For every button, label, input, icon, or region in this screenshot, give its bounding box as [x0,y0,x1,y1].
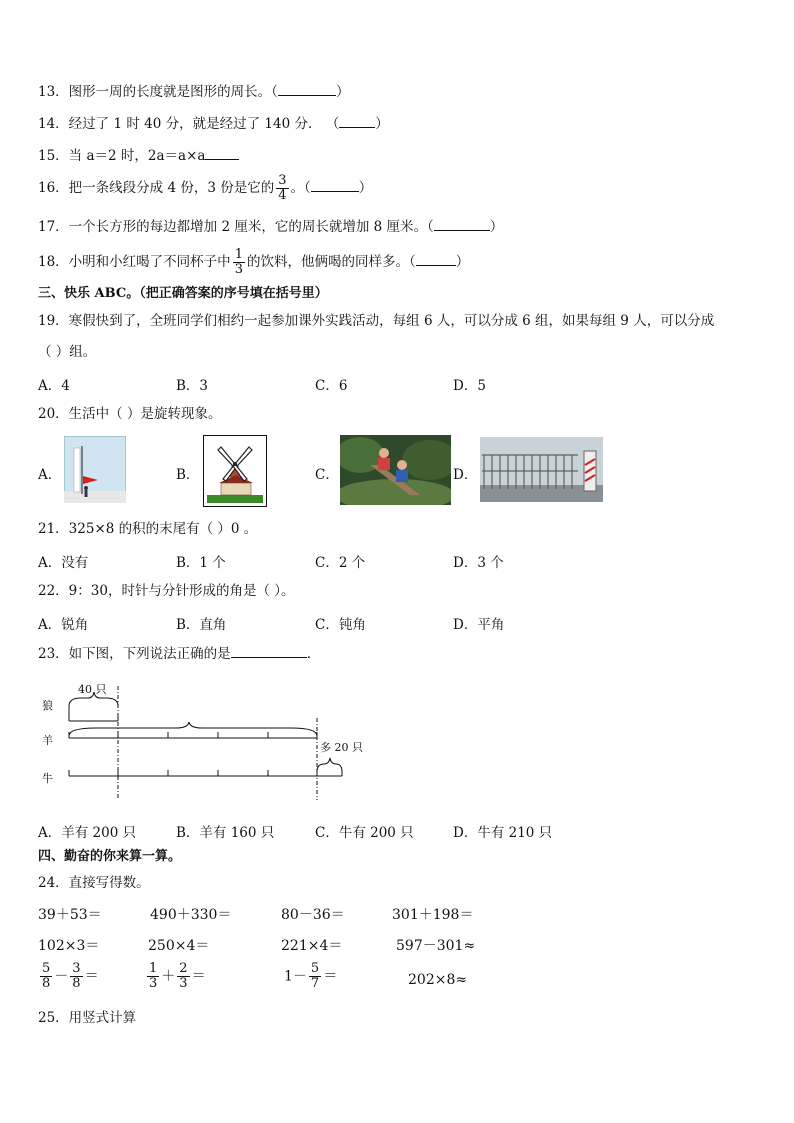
calc-item-fraction[interactable]: $\frac{1}{3}$ ＋ $\frac{2}{3}$ ＝ [149,961,206,991]
question-23: 23．如下图，下列说法正确的是 ． [38,646,321,662]
option-a[interactable]: A． [38,467,62,483]
option-c[interactable]: C． [315,467,339,483]
retractable-gate-image[interactable] [480,437,603,502]
question-19-line1: 19．寒假快到了，全班同学们相约一起参加课外实践活动，每组 6 人，可以分成 6 组，如果每组 9 人，可以分成 [38,313,715,329]
calc-item[interactable]: 80－36＝ [281,907,345,923]
answer-blank[interactable] [311,179,359,192]
option-d[interactable]: D．牛有 210 只 [453,825,553,841]
extra-count-label: 多 20 只 [320,741,363,754]
answer-blank[interactable] [231,645,307,658]
flag-raising-image[interactable] [64,436,126,503]
wolf-label: 狼 [42,699,53,712]
sheep-label: 羊 [42,734,53,747]
option-d[interactable]: D．平角 [453,617,505,633]
question-13: 13．图形一周的长度就是图形的周长。（ ） [38,84,350,100]
windmill-image[interactable] [203,435,267,507]
option-c[interactable]: C．6 [315,378,348,394]
slide-photo-image[interactable] [340,435,451,505]
calc-item[interactable]: 221×4＝ [281,938,343,954]
segment-diagram [36,676,376,806]
calc-item[interactable]: 202×8≈ [408,972,468,988]
calc-item[interactable]: 102×3＝ [38,938,100,954]
question-22: 22．9：30，时针与分针形成的角是（ ）。 [38,583,295,599]
option-c[interactable]: C．2 个 [315,555,366,571]
question-19-line2: （ ）组。 [38,344,97,360]
calc-item-fraction[interactable]: 1－ $\frac{5}{7}$ ＝ [284,961,338,991]
calc-item[interactable]: 39＋53＝ [38,907,102,923]
option-b[interactable]: B．羊有 160 只 [176,825,275,841]
answer-blank[interactable] [278,83,336,96]
option-b[interactable]: B．直角 [176,617,227,633]
answer-blank[interactable] [434,218,490,231]
question-17: 17．一个长方形的每边都增加 2 厘米，它的周长就增加 8 厘米。（ ） [38,219,504,235]
option-c[interactable]: C．钝角 [315,617,366,633]
option-a[interactable]: A．4 [38,378,70,394]
question-25: 25．用竖式计算 [38,1010,137,1026]
calc-item[interactable]: 301＋198＝ [392,907,474,923]
option-b[interactable]: B．3 [176,378,209,394]
option-a[interactable]: A．没有 [38,555,89,571]
calc-item[interactable]: 250×4＝ [148,938,210,954]
option-a[interactable]: A．锐角 [38,617,89,633]
section-heading-4: 四、勤奋的你来算一算。 [38,849,182,864]
question-24: 24．直接写得数。 [38,875,150,891]
answer-blank[interactable] [416,253,456,266]
question-15: 15．当 a＝2 时，2a＝a×a [38,147,239,165]
wolf-count-label: 40 只 [78,683,107,696]
answer-blank[interactable] [205,147,239,160]
option-d[interactable]: D．3 个 [453,555,504,571]
question-18: 18．小明和小红喝了不同杯子中 $\frac{1}{3}$ 的饮料，他俩喝的同样多。（ ） [38,247,470,277]
option-d[interactable]: D．5 [453,378,486,394]
question-16: 16．把一条线段分成 4 份，3 份是它的 $\frac{3}{4}$ 。（ ） [38,173,373,203]
answer-blank[interactable] [339,115,375,128]
section-heading-3: 三、快乐 ABC。（把正确答案的序号填在括号里） [38,286,328,301]
question-20: 20．生活中（ ）是旋转现象。 [38,406,222,422]
calc-item[interactable]: 597－301≈ [396,938,476,954]
fraction: $\frac{3}{4}$ [278,173,287,203]
option-d[interactable]: D． [453,467,478,483]
option-a[interactable]: A．羊有 200 只 [38,825,137,841]
fraction: $\frac{1}{3}$ [234,247,243,277]
question-21: 21．325×8 的积的末尾有（ ）0 。 [38,521,258,537]
option-c[interactable]: C．牛有 200 只 [315,825,414,841]
cow-label: 牛 [42,772,53,785]
question-14: 14．经过了 1 时 40 分，就是经过了 140 分． （ ） [38,116,389,132]
option-b[interactable]: B． [176,467,200,483]
calc-item[interactable]: 490＋330＝ [150,907,232,923]
option-b[interactable]: B．1 个 [176,555,226,571]
calc-item-fraction[interactable]: $\frac{5}{8}$ － $\frac{3}{8}$ ＝ [42,961,99,991]
